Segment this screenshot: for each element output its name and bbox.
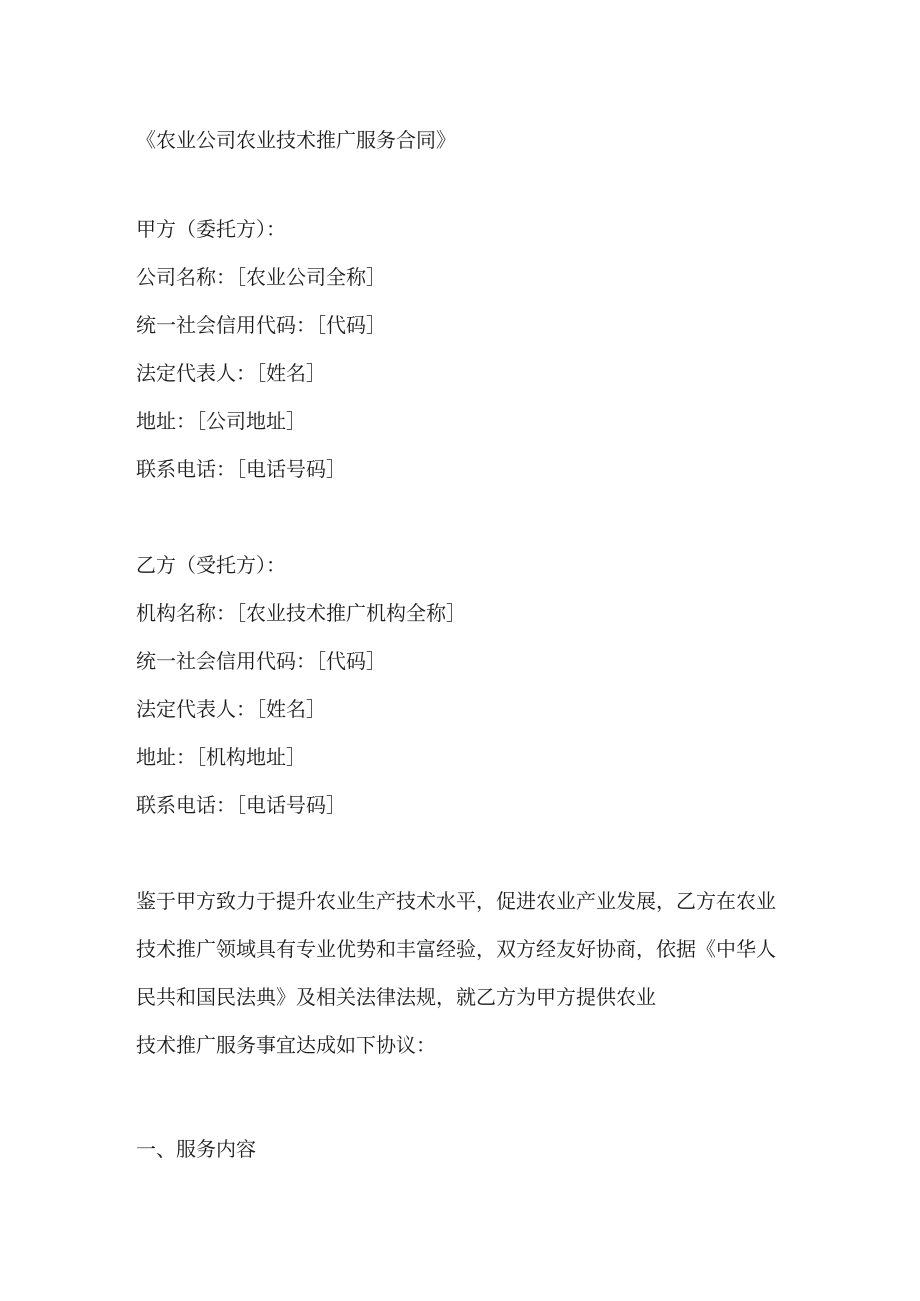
party-a-company-name: 公司名称：［农业公司全称］ <box>136 265 386 289</box>
party-a-credit-code: 统一社会信用代码：［代码］ <box>136 313 386 337</box>
preamble-line: 技术推广服务事宜达成如下协议： <box>136 1033 436 1057</box>
party-b-phone: 联系电话：［电话号码］ <box>136 793 346 817</box>
party-b-address: 地址：［机构地址］ <box>136 745 306 769</box>
section-heading-service-content: 一、服务内容 <box>136 1137 256 1161</box>
party-a-address: 地址：［公司地址］ <box>136 409 306 433</box>
party-b-legal-rep: 法定代表人：［姓名］ <box>136 697 326 721</box>
preamble-line: 民共和国民法典》及相关法律法规，就乙方为甲方提供农业 <box>136 985 656 1009</box>
party-a-heading: 甲方（委托方）： <box>136 217 286 241</box>
preamble-line: 技术推广领域具有专业优势和丰富经验，双方经友好协商，依据《中华人 <box>136 937 776 961</box>
contract-title: 《农业公司农业技术推广服务合同》 <box>136 128 456 152</box>
party-b-heading: 乙方（受托方）： <box>136 553 286 577</box>
party-a-legal-rep: 法定代表人：［姓名］ <box>136 361 326 385</box>
party-b-credit-code: 统一社会信用代码：［代码］ <box>136 649 386 673</box>
party-a-phone: 联系电话：［电话号码］ <box>136 457 346 481</box>
party-b-org-name: 机构名称：［农业技术推广机构全称］ <box>136 601 466 625</box>
preamble-line: 鉴于甲方致力于提升农业生产技术水平，促进农业产业发展，乙方在农业 <box>136 889 776 913</box>
